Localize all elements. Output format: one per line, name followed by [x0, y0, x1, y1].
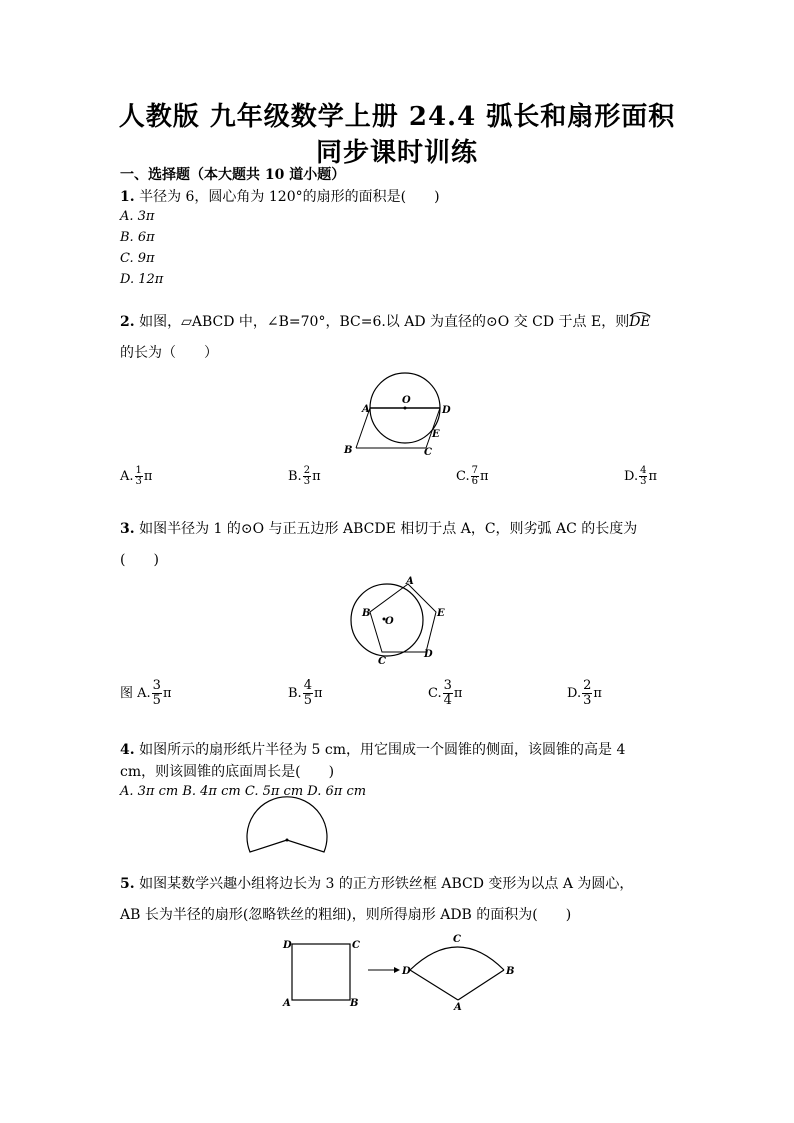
- q2-choice-c: [456, 466, 489, 487]
- question-text: 半径为 6，圆心角为 120°的扇形的面积是( ): [134, 189, 440, 205]
- label-d: D: [442, 405, 451, 416]
- label-b: B: [362, 608, 371, 619]
- label-d: D: [283, 940, 292, 951]
- question-number: 5.: [120, 876, 135, 892]
- numerator: 4: [640, 465, 647, 476]
- label-b: B: [344, 445, 353, 456]
- question-3-line-2: ( ): [120, 552, 159, 568]
- denominator: 3: [135, 476, 142, 487]
- arc-label: [629, 314, 650, 330]
- question-text: 如图某数学兴趣小组将边长为 3 的正方形铁丝框 ABCD 变形为以点 A 为圆心，: [134, 876, 634, 892]
- denominator: 5: [152, 693, 161, 708]
- choice-prefix: C.: [428, 686, 442, 701]
- pi-symbol: π: [312, 469, 321, 484]
- pi-symbol: π: [593, 686, 602, 701]
- numerator: 3: [152, 678, 161, 693]
- pi-symbol: π: [313, 686, 323, 701]
- page-subtitle: 同步课时训练: [315, 138, 478, 168]
- side-cd: [426, 408, 440, 448]
- label-e: E: [432, 429, 440, 440]
- q3-figure: [340, 576, 460, 666]
- question-number: 4.: [120, 742, 135, 758]
- label-d: D: [424, 649, 433, 660]
- q3-choice-b: [288, 679, 323, 708]
- denominator: 6: [471, 476, 478, 487]
- numerator: 1: [135, 465, 142, 476]
- question-text: 如图所示的扇形纸片半径为 5 cm，用它围成一个圆锥的侧面，该圆锥的高是 4: [134, 742, 626, 758]
- pi-symbol: π: [143, 469, 153, 484]
- numerator: 4: [303, 678, 312, 693]
- question-4-line-2: cm，则该圆锥的底面周长是( ): [120, 764, 335, 780]
- question-5: [120, 874, 633, 894]
- q2-choice-a: [120, 466, 152, 487]
- denominator: 3: [303, 476, 311, 487]
- question-text: 如图半径为 1 的⊙O 与正五边形 ABCDE 相切于点 A，C，则劣弧 AC 的长度为: [134, 521, 638, 537]
- label-a2: A: [454, 1002, 462, 1013]
- question-2: [120, 312, 651, 332]
- pi-symbol: π: [162, 686, 172, 701]
- section-heading: 一、选择题（本大题共 10 道小题）: [120, 167, 346, 183]
- sector-outline: [247, 797, 327, 852]
- q2-figure: [340, 372, 450, 462]
- sector-center: [286, 839, 289, 842]
- label-a: A: [362, 404, 370, 415]
- arrow-head-icon: [394, 967, 400, 973]
- square-abcd: [292, 944, 350, 1000]
- q1-option-a: A. 3π: [120, 209, 155, 224]
- label-d2: D: [402, 966, 411, 977]
- label-e: E: [437, 608, 445, 619]
- label-b: B: [350, 998, 359, 1009]
- center-point: [404, 407, 407, 410]
- label-c2: C: [453, 934, 461, 945]
- label-c: C: [352, 940, 360, 951]
- numerator: 3: [443, 678, 452, 693]
- choice-prefix: D.: [567, 686, 582, 701]
- label-a: A: [406, 576, 414, 587]
- label-o: O: [402, 395, 411, 406]
- question-text: 如图，▱ABCD 中，∠B=70°，BC=6.以 AD 为直径的⊙O 交 CD 于点 E，则: [134, 314, 630, 330]
- question-3: [120, 519, 637, 539]
- choice-prefix: C.: [456, 469, 470, 484]
- sector-arc: [410, 947, 504, 970]
- question-number: 1.: [120, 189, 135, 205]
- choice-prefix: B.: [288, 686, 302, 701]
- q5-figure: [282, 936, 522, 1016]
- choice-prefix: 图 A.: [120, 686, 151, 701]
- page-title: 人教版 九年级数学上册 24.4 弧长和扇形面积: [118, 102, 676, 132]
- q1-option-d: D. 12π: [120, 272, 164, 287]
- pentagon-abcde: [370, 584, 436, 652]
- pi-symbol: π: [648, 469, 658, 484]
- arc-mark-icon: [629, 311, 651, 317]
- choice-prefix: B.: [288, 469, 302, 484]
- sector-radius-ab: [458, 970, 504, 1000]
- q4-sector-figure: [244, 800, 334, 860]
- denominator: 4: [443, 693, 452, 708]
- denominator: 5: [303, 693, 312, 708]
- q2-choice-b: [288, 466, 321, 487]
- q3-choice-d: [567, 679, 602, 708]
- label-o: O: [385, 616, 394, 627]
- choice-prefix: D.: [624, 469, 639, 484]
- arc-label-text: DE: [629, 314, 651, 330]
- denominator: 3: [583, 693, 592, 708]
- choice-prefix: A.: [120, 469, 134, 484]
- q1-option-c: C. 9π: [120, 251, 155, 266]
- pi-symbol: π: [453, 686, 463, 701]
- question-2-line-2: 的长为（ ）: [120, 345, 218, 361]
- q4-options: A. 3π cm B. 4π cm C. 5π cm D. 6π cm: [120, 784, 367, 799]
- label-c: C: [378, 656, 386, 667]
- question-number: 2.: [120, 314, 135, 330]
- label-a: A: [283, 998, 291, 1009]
- denominator: 3: [640, 476, 647, 487]
- question-4: [120, 740, 625, 760]
- label-b2: B: [506, 966, 515, 977]
- q2-choice-d: [624, 466, 657, 487]
- q3-choice-a: [120, 679, 171, 708]
- question-number: 3.: [120, 521, 135, 537]
- pi-symbol: π: [480, 469, 489, 484]
- label-c: C: [424, 447, 432, 458]
- numerator: 2: [303, 465, 311, 476]
- question-1: [120, 187, 440, 207]
- numerator: 7: [471, 465, 478, 476]
- q3-choice-c: [428, 679, 462, 708]
- question-5-line-2: AB 长为半径的扇形(忽略铁丝的粗细)，则所得扇形 ADB 的面积为( ): [120, 907, 572, 923]
- numerator: 2: [583, 678, 592, 693]
- sector-radius-ad: [410, 970, 458, 1000]
- q1-option-b: B. 6π: [120, 230, 155, 245]
